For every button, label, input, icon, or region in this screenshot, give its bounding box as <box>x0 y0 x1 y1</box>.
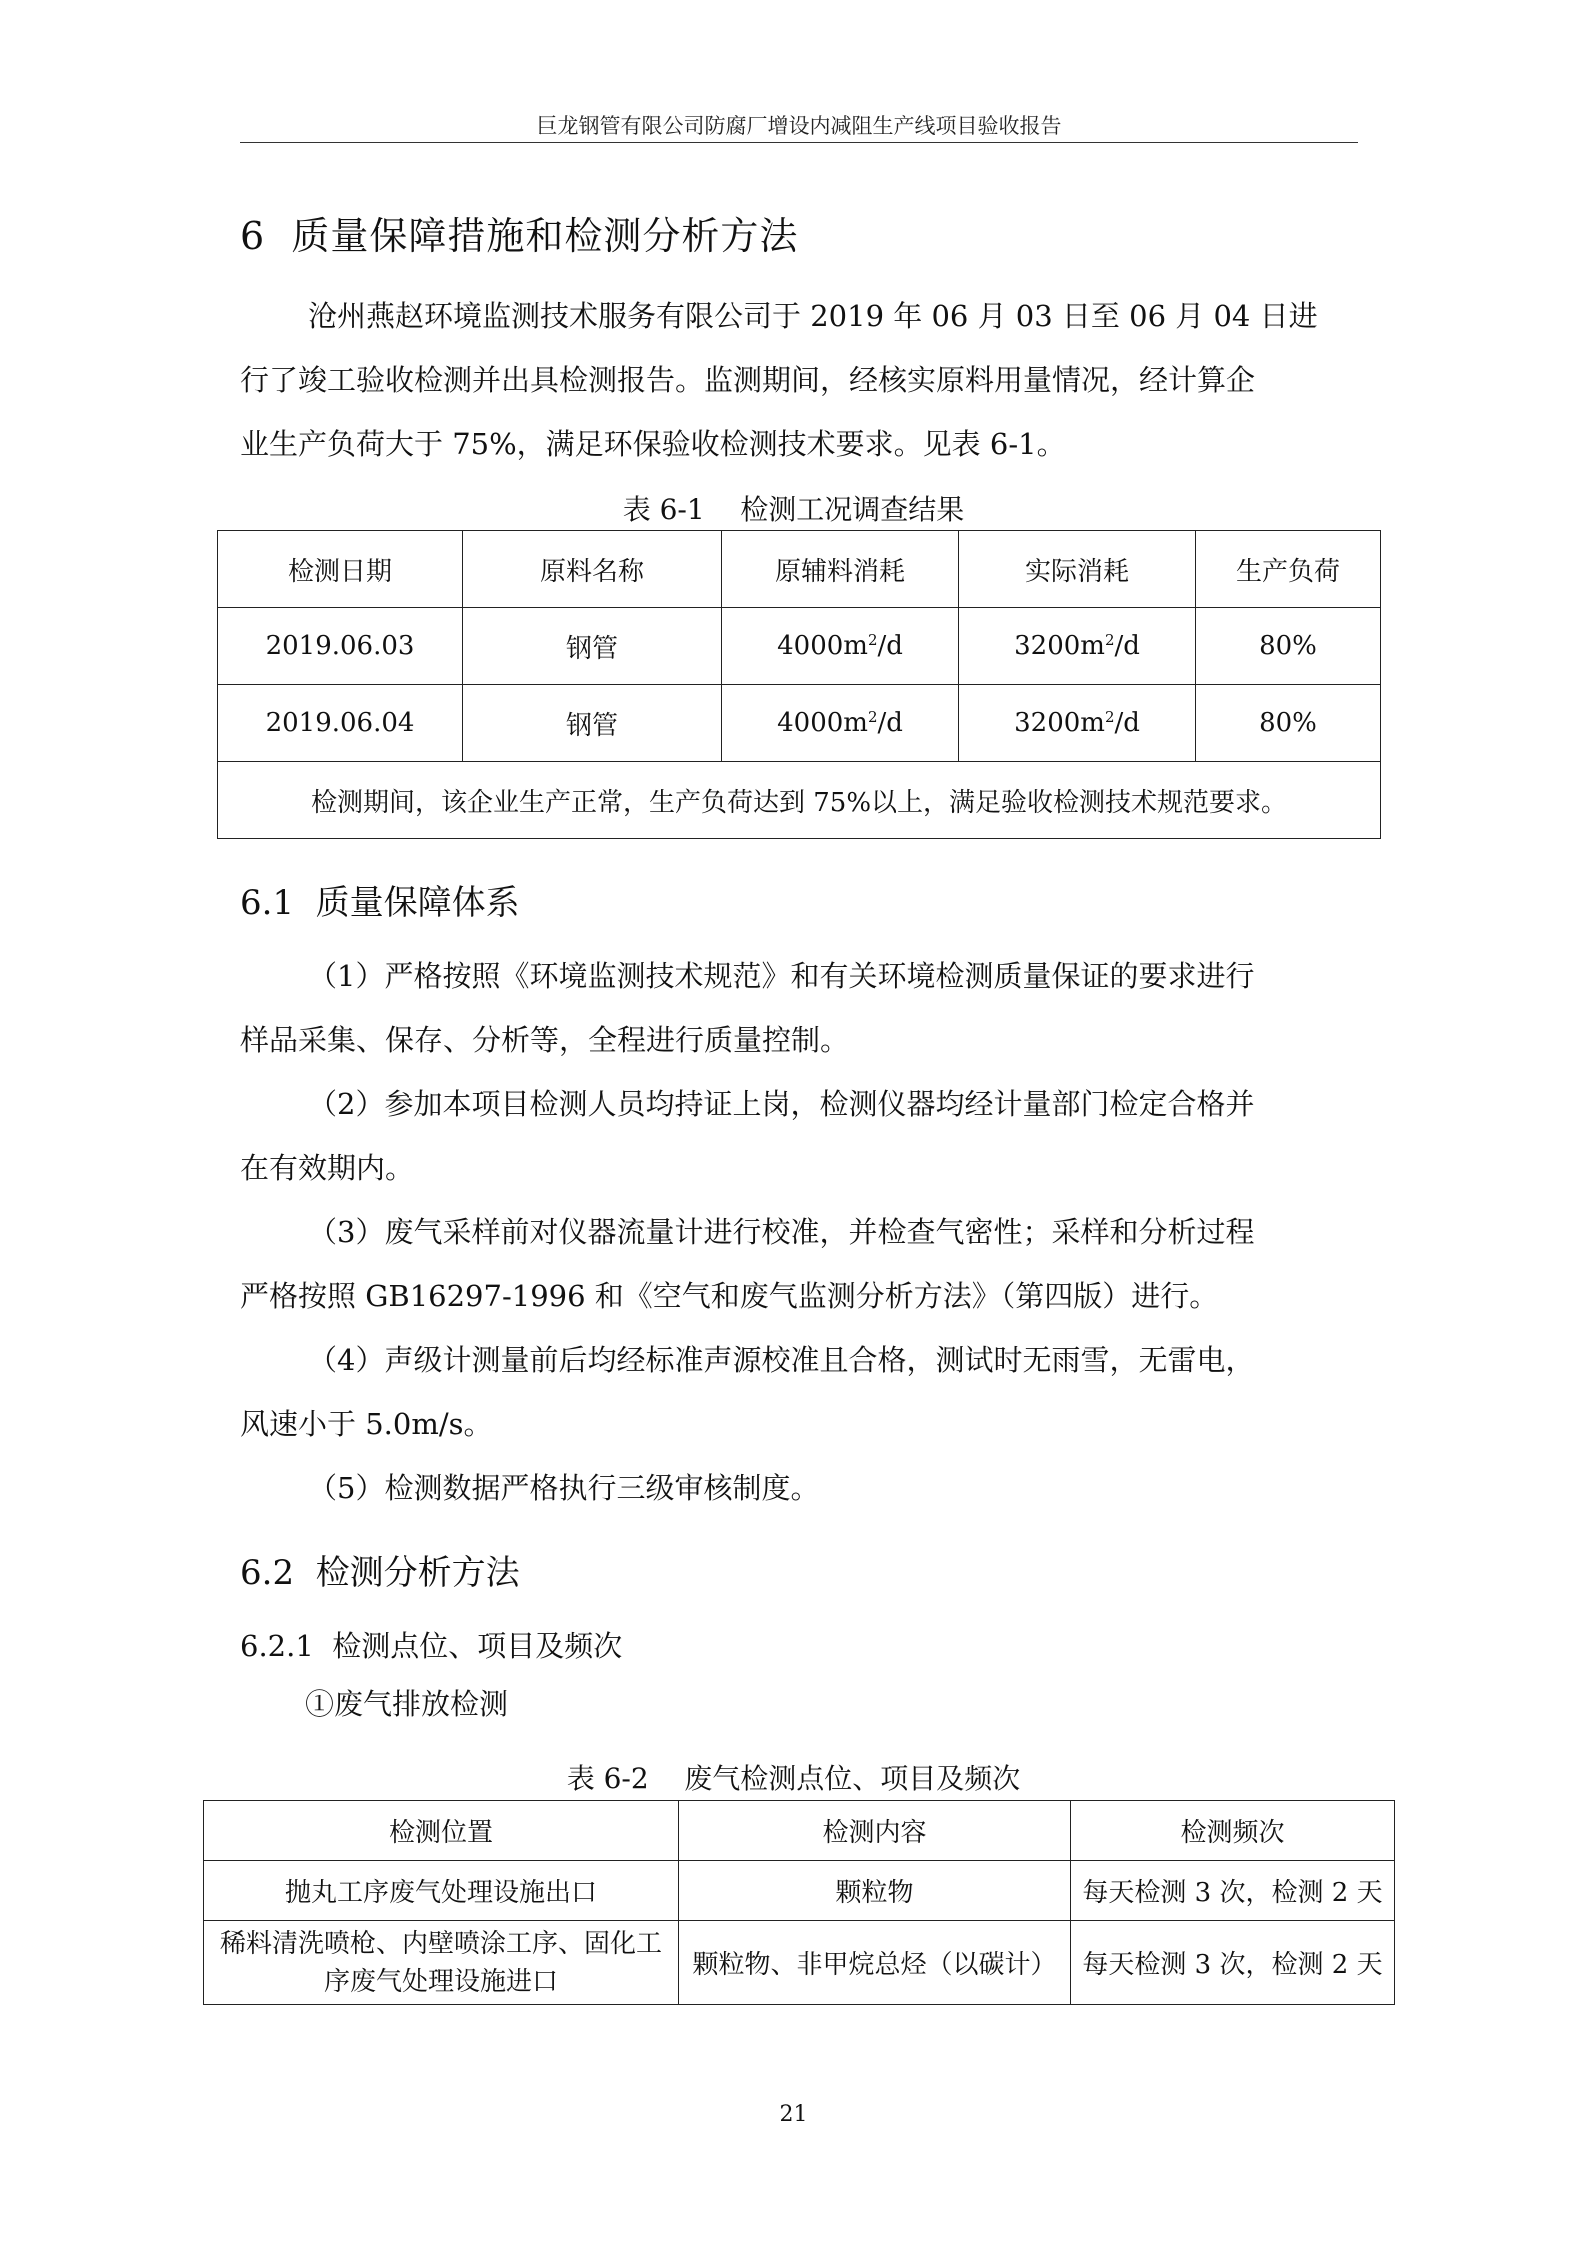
table-cell-date: 2019.06.03 <box>218 608 463 685</box>
table-1-header-cell: 实际消耗 <box>959 531 1196 608</box>
table-cell-load: 80% <box>1196 685 1381 762</box>
waste-gas-item-title: ①废气排放检测 <box>305 1687 509 1721</box>
table-1-header-cell: 生产负荷 <box>1196 531 1381 608</box>
intro-line-2: 行了竣工验收检测并出具检测报告。监测期间，经核实原料用量情况，经计算企 <box>240 363 1256 397</box>
list-item-line: 样品采集、保存、分析等，全程进行质量控制。 <box>240 1023 850 1057</box>
list-item-line: 风速小于 5.0m/s。 <box>240 1407 493 1441</box>
table-cell-planned: $4000m^2/d$ <box>722 608 959 685</box>
table-1-header-row <box>218 531 1381 608</box>
table-1-header-cell: 原辅料消耗 <box>722 531 959 608</box>
table-cell-actual: $3200m^2/d$ <box>959 685 1196 762</box>
table-2-header-cell: 检测位置 <box>204 1801 679 1861</box>
list-item-line: 在有效期内。 <box>240 1151 415 1185</box>
table-cell-location: 稀料清洗喷枪、内壁喷涂工序、固化工 序废气处理设施进口 <box>204 1921 679 2005</box>
table-cell-planned: $4000m^2/d$ <box>722 685 959 762</box>
table-1-note-row <box>218 762 1381 839</box>
table-cell-load: 80% <box>1196 608 1381 685</box>
section-6-2-1-title: 6.2.1 检测点位、项目及频次 <box>240 1629 623 1663</box>
intro-line-3: 业生产负荷大于 75%，满足环保验收检测技术要求。见表 6-1。 <box>240 427 1066 461</box>
table-cell-material: 钢管 <box>463 685 722 762</box>
table-cell-content: 颗粒物、非甲烷总烃（以碳计） <box>679 1921 1071 2005</box>
table-cell-actual: $3200m^2/d$ <box>959 608 1196 685</box>
table-cell-content: 颗粒物 <box>679 1861 1071 1921</box>
table-2-caption: 表 6-2 废气检测点位、项目及频次 <box>566 1762 1021 1795</box>
section-6-1-body <box>240 944 1358 1520</box>
section-6-1-title: 6.1 质量保障体系 <box>240 883 520 923</box>
list-item-line: （2）参加本项目检测人员均持证上岗，检测仪器均经计量部门检定合格并 <box>308 1087 1255 1121</box>
list-item-line: （3）废气采样前对仪器流量计进行校准，并检查气密性；采样和分析过程 <box>308 1215 1255 1249</box>
table-1-caption: 表 6-1 检测工况调查结果 <box>622 493 965 526</box>
table-row <box>218 608 1381 685</box>
header-divider <box>240 142 1358 143</box>
list-item-line: （5）检测数据严格执行三级审核制度。 <box>308 1471 820 1505</box>
table-1 <box>217 530 1381 839</box>
table-2-header-row <box>204 1801 1395 1861</box>
table-1-header-cell: 检测日期 <box>218 531 463 608</box>
table-1-header-cell: 原料名称 <box>463 531 722 608</box>
intro-line-1: 沧州燕赵环境监测技术服务有限公司于 2019 年 06 月 03 日至 06 月 04 日进 <box>308 299 1318 333</box>
table-cell-location: 抛丸工序废气处理设施出口 <box>204 1861 679 1921</box>
list-item <box>240 1200 1358 1328</box>
section-6-intro <box>240 284 1358 476</box>
table-cell-date: 2019.06.04 <box>218 685 463 762</box>
table-row <box>218 685 1381 762</box>
list-item-line: （1）严格按照《环境监测技术规范》和有关环境检测质量保证的要求进行 <box>308 959 1255 993</box>
table-2-header-cell: 检测频次 <box>1071 1801 1395 1861</box>
list-item <box>240 1072 1358 1200</box>
table-cell-material: 钢管 <box>463 608 722 685</box>
page-number: 21 <box>779 2102 808 2127</box>
page-header: 巨龙钢管有限公司防腐厂增设内减阻生产线项目验收报告 <box>536 114 1062 138</box>
list-item <box>240 1328 1358 1456</box>
table-1-note: 检测期间，该企业生产正常，生产负荷达到 75%以上，满足验收检测技术规范要求。 <box>218 762 1381 839</box>
table-cell-frequency: 每天检测 3 次，检测 2 天 <box>1071 1861 1395 1921</box>
list-item-line: （4）声级计测量前后均经标准声源校准且合格，测试时无雨雪，无雷电， <box>308 1343 1255 1377</box>
list-item <box>240 1456 1358 1520</box>
list-item-line: 严格按照 GB16297-1996 和《空气和废气监测分析方法》（第四版）进行。 <box>240 1279 1219 1313</box>
table-row <box>204 1861 1395 1921</box>
table-2 <box>203 1800 1395 2005</box>
section-6-2-title: 6.2 检测分析方法 <box>240 1553 520 1593</box>
table-cell-frequency: 每天检测 3 次，检测 2 天 <box>1071 1921 1395 2005</box>
section-6-title: 6 质量保障措施和检测分析方法 <box>240 214 799 258</box>
table-2-header-cell: 检测内容 <box>679 1801 1071 1861</box>
table-row <box>204 1921 1395 2005</box>
list-item <box>240 944 1358 1072</box>
